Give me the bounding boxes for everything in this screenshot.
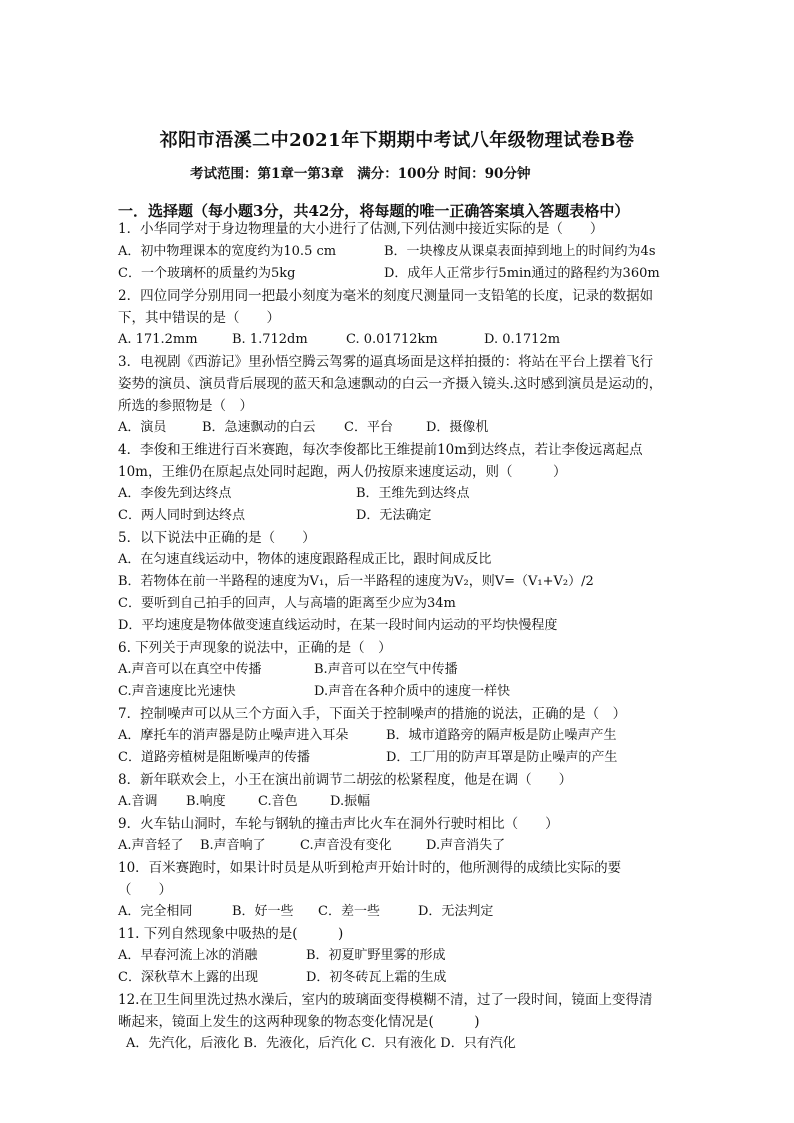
question-5-option-a: A．在匀速直线运动中，物体的速度跟路程成正比，跟时间成反比 [118, 552, 492, 567]
question-2-stem-line-1: 2．四位同学分别用同一把最小刻度为毫米的刻度尺测量同一支铅笔的长度，记录的数据如 [118, 288, 654, 304]
question-11-option-d: D．初冬砖瓦上霜的生成 [306, 970, 447, 985]
question-5-stem: 5．以下说法中正确的是（ ） [118, 530, 316, 546]
question-3-option-d: D．摄像机 [426, 420, 489, 435]
question-3-stem-line-3: 所选的参照物是（ ） [118, 398, 253, 414]
question-4-option-d: D．无法确定 [356, 508, 432, 523]
question-1-option-b: B．一块橡皮从课桌表面掉到地上的时间约为4s [384, 244, 656, 259]
question-8-option-a: A.音调 [118, 794, 158, 809]
question-10-stem-line-2: （ ） [118, 882, 172, 898]
question-6-stem: 6. 下列关于声现象的说法中，正确的是（ ） [118, 640, 392, 656]
question-12-stem-line-1: 12.在卫生间里洗过热水澡后，室内的玻璃面变得模糊不清，过了一段时间，镜面上变得清 [118, 992, 653, 1008]
exam-subtitle: 考试范围：第1章一第3章 满分：100分 时间：90分钟 [190, 166, 531, 182]
question-3-stem-line-1: 3．电视剧《西游记》里孙悟空腾云驾雾的逼真场面是这样拍摄的：将站在平台上摆着飞行 [118, 354, 654, 370]
question-8-option-c: C.音色 [258, 794, 298, 809]
question-8-stem: 8．新年联欢会上，小王在演出前调节二胡弦的松紧程度，他是在调（ ） [118, 772, 573, 788]
question-5-option-b: B．若物体在前一半路程的速度为V₁，后一半路程的速度为V₂，则V=（V₁+V₂）/2 [118, 574, 594, 589]
question-3-option-a: A．演员 [118, 420, 167, 435]
question-11-option-c: C．深秋草木上露的出现 [118, 970, 258, 985]
question-7-option-c: C．道路旁植树是阻断噪声的传播 [118, 750, 310, 765]
question-1-option-c: C．一个玻璃杯的质量约为5kg [118, 266, 296, 281]
question-2-option-c: C. 0.01712km [346, 332, 438, 347]
question-5-option-c: C．要听到自己拍手的回声，人与高墙的距离至少应为34m [118, 596, 456, 611]
question-11-stem: 11. 下列自然现象中吸热的是( ) [118, 926, 344, 942]
question-3-option-b: B．急速飘动的白云 [202, 420, 316, 435]
question-3-option-c: C．平台 [344, 420, 393, 435]
question-7-option-b: B．城市道路旁的隔声板是防止噪声产生 [386, 728, 617, 743]
question-10-option-c: C．差一些 [318, 904, 380, 919]
question-4-option-a: A．李俊先到达终点 [118, 486, 232, 501]
question-11-option-a: A．早春河流上冰的消融 [118, 948, 258, 963]
question-4-stem-line-1: 4．李俊和王维进行百米赛跑，每次李俊都比王维提前10m到达终点，若让李俊远离起点 [118, 442, 643, 458]
question-9-option-d: D.声音消失了 [426, 838, 506, 853]
question-8-option-d: D.振幅 [330, 794, 371, 809]
question-6-option-d: D.声音在各种介质中的速度一样快 [314, 684, 511, 699]
question-4-option-b: B．王维先到达终点 [356, 486, 470, 501]
question-2-option-b: B. 1.712dm [232, 332, 308, 347]
question-11-option-b: B．初夏旷野里雾的形成 [306, 948, 446, 963]
question-10-option-a: A．完全相同 [118, 904, 193, 919]
question-4-option-c: C．两人同时到达终点 [118, 508, 245, 523]
question-1-option-a: A．初中物理课本的宽度约为10.5 cm [118, 244, 337, 259]
question-3-stem-line-2: 姿势的演员、演员背后展现的蓝天和急速飘动的白云一齐摄入镜头.这时感到演员是运动的， [118, 376, 663, 392]
question-1-option-d: D．成年人正常步行5min通过的路程约为360m [384, 266, 660, 281]
question-10-option-b: B．好一些 [232, 904, 294, 919]
section-heading: 一．选择题（每小题3分，共42分，将每题的唯一正确答案填入答题表格中） [118, 202, 630, 220]
question-2-option-d: D. 0.1712m [484, 332, 561, 347]
question-2-option-a: A. 171.2mm [118, 332, 198, 347]
question-9-option-b: B.声音响了 [200, 838, 266, 853]
question-6-option-b: B.声音可以在空气中传播 [314, 662, 458, 677]
question-12-options: A．先汽化，后液化 B．先液化，后汽化 C．只有液化 D．只有汽化 [126, 1036, 516, 1051]
question-6-option-c: C.声音速度比光速快 [118, 684, 236, 699]
question-10-option-d: D．无法判定 [418, 904, 494, 919]
question-9-stem: 9．火车钻山洞时，车轮与钢轨的撞击声比火车在洞外行驶时相比（ ） [118, 816, 559, 832]
question-7-option-a: A．摩托车的消声器是防止噪声进入耳朵 [118, 728, 349, 743]
question-9-option-a: A.声音轻了 [118, 838, 184, 853]
question-10-stem-line-1: 10．百米赛跑时，如果计时员是从听到枪声开始计时的，他所测得的成绩比实际的要 [118, 860, 622, 876]
exam-title: 祁阳市浯溪二中2021年下期期中考试八年级物理试卷B卷 [159, 130, 635, 151]
question-2-stem-line-2: 下，其中错误的是（ ） [118, 310, 280, 326]
question-7-option-d: D．工厂用的防声耳罩是防止噪声的产生 [386, 750, 618, 765]
question-1-stem: 1．小华同学对于身边物理量的大小进行了估测,下列估测中接近实际的是（ ） [118, 221, 604, 237]
question-6-option-a: A.声音可以在真空中传播 [118, 662, 262, 677]
question-8-option-b: B.响度 [186, 794, 226, 809]
question-9-option-c: C.声音没有变化 [300, 838, 392, 853]
question-7-stem: 7．控制噪声可以从三个方面入手，下面关于控制噪声的措施的说法，正确的是（ ） [118, 706, 627, 722]
question-5-option-d: D．平均速度是物体做变速直线运动时，在某一段时间内运动的平均快慢程度 [118, 618, 558, 633]
question-12-stem-line-2: 晰起来，镜面上发生的这两种现象的物态变化情况是( ) [118, 1014, 480, 1030]
question-4-stem-line-2: 10m，王维仍在原起点处同时起跑，两人仍按原来速度运动，则（ ） [118, 464, 567, 480]
